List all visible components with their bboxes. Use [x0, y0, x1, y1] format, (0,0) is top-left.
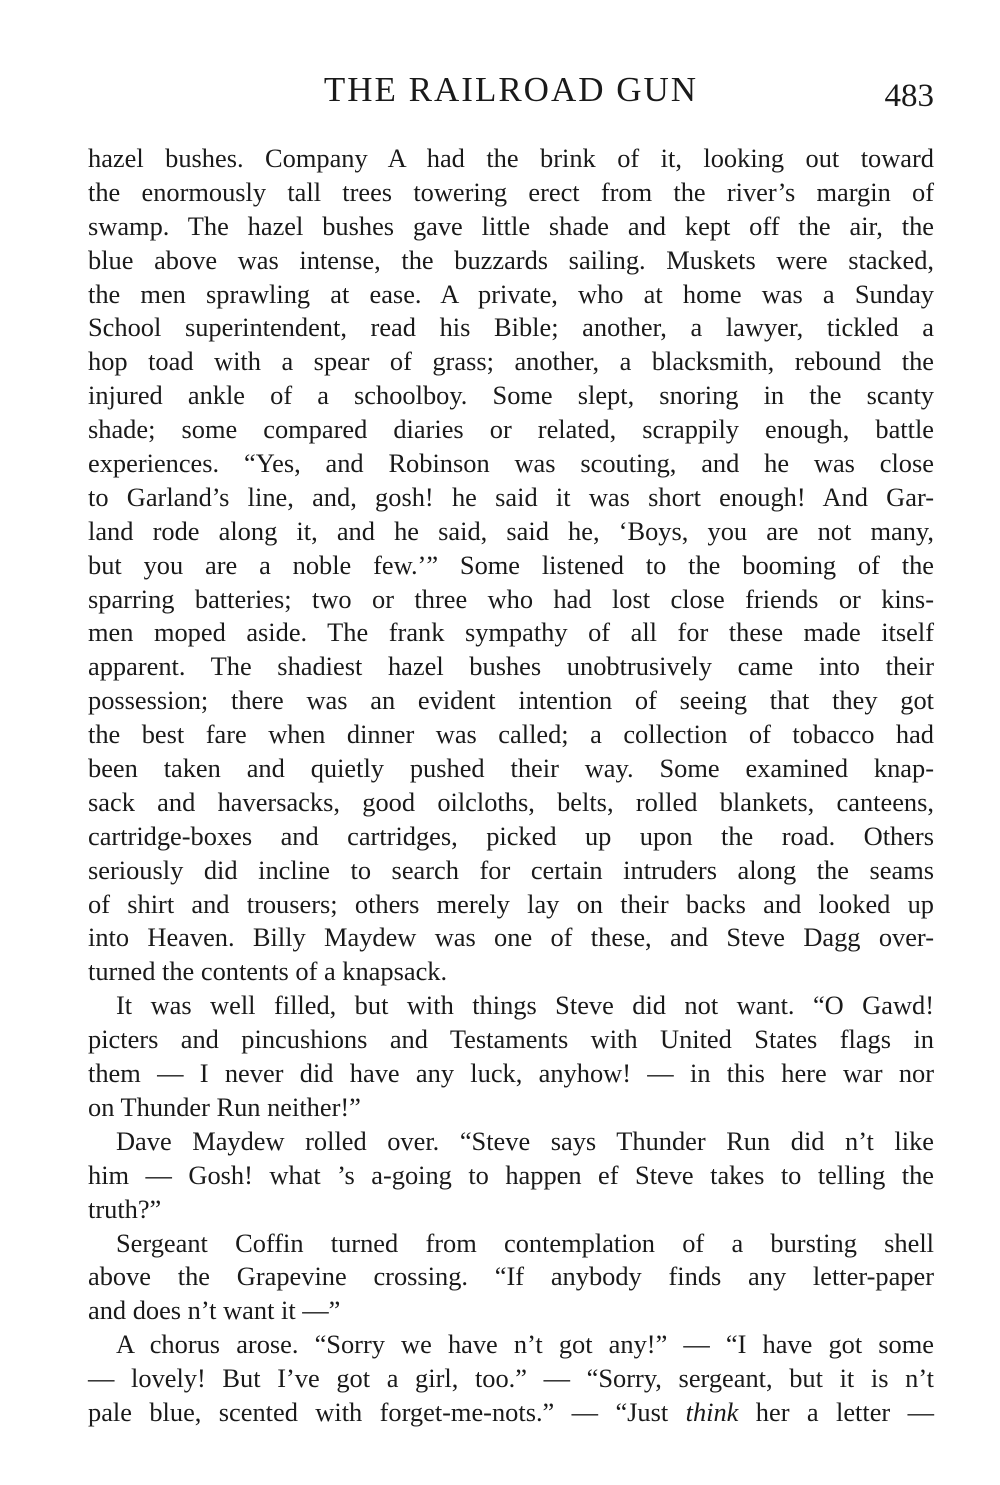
text-line: the enormously tall trees towering erect from the river’s margin of — [88, 176, 934, 207]
text-line: him — Gosh! what ’s a-going to happen ef Steve takes to telling the — [88, 1159, 934, 1190]
text-line: truth?” — [88, 1193, 162, 1224]
text-line: to Garland’s line, and, gosh! he said it was short enough! And Gar- — [88, 481, 934, 512]
paragraph — [88, 989, 934, 1125]
text-line: and does n’t want it —” — [88, 1295, 341, 1326]
text-line: swamp. The hazel bushes gave little shade and kept off the air, the — [88, 210, 934, 241]
running-title: THE RAILROAD GUN — [323, 70, 699, 109]
text-line: cartridge-boxes and cartridges, picked up upon the road. Others — [88, 820, 934, 851]
text-line: the men sprawling at ease. A private, who at home was a Sunday — [88, 278, 934, 309]
text-line: above the Grapevine crossing. “If anybody finds any letter-paper — [88, 1261, 934, 1292]
text-line: men moped aside. The frank sympathy of all for these made itself — [88, 617, 934, 648]
paragraph — [88, 1125, 934, 1227]
text-line: Sergeant Coffin turned from contemplation of a bursting shell — [116, 1227, 934, 1258]
text-line: hop toad with a spear of grass; another, a blacksmith, rebound the — [88, 346, 934, 377]
paragraph — [88, 1328, 934, 1430]
body-text — [88, 142, 934, 1430]
text-line: pale blue, scented with forget-me-nots.” — “Just think her a letter — — [88, 1396, 934, 1427]
running-head — [88, 70, 934, 120]
text-line: into Heaven. Billy Maydew was one of these, and Steve Dagg over- — [88, 922, 934, 953]
text-line: sack and haversacks, good oilcloths, belts, rolled blankets, canteens, — [88, 786, 934, 817]
text-line: seriously did incline to search for certain intruders along the seams — [88, 854, 934, 885]
text-line: the best fare when dinner was called; a collection of tobacco had — [88, 719, 934, 750]
text-line: injured ankle of a schoolboy. Some slept, snoring in the scanty — [88, 380, 934, 411]
text-line: of shirt and trousers; others merely lay on their backs and looked up — [88, 888, 934, 919]
text-line: experiences. “Yes, and Robinson was scouting, and he was close — [88, 448, 934, 479]
text-line: — lovely! But I’ve got a girl, too.” — “Sorry, sergeant, but it is n’t — [88, 1363, 934, 1394]
text-line: on Thunder Run neither!” — [88, 1091, 361, 1122]
text-line: picters and pincushions and Testaments with United States flags in — [88, 1024, 934, 1055]
text-line: Dave Maydew rolled over. “Steve says Thunder Run did n’t like — [116, 1125, 934, 1156]
text-line: sparring batteries; two or three who had lost close friends or kins- — [88, 583, 934, 614]
text-line: land rode along it, and he said, said he, ‘Boys, you are not many, — [88, 515, 934, 546]
paragraph — [88, 1227, 934, 1329]
text-line: A chorus arose. “Sorry we have n’t got any!” — “I have got some — [116, 1329, 934, 1360]
text-line: apparent. The shadiest hazel bushes unobtrusively came into their — [88, 651, 934, 682]
text-line: It was well filled, but with things Steve did not want. “O Gawd! — [116, 990, 934, 1021]
text-line: shade; some compared diaries or related, scrappily enough, battle — [88, 414, 934, 445]
text-line: hazel bushes. Company A had the brink of it, looking out toward — [88, 143, 934, 173]
text-line: possession; there was an evident intention of seeing that they got — [88, 685, 934, 716]
text-line: turned the contents of a knapsack. — [88, 956, 448, 987]
page-number: 483 — [884, 78, 934, 114]
text-line: School superintendent, read his Bible; another, a lawyer, tickled a — [88, 312, 934, 343]
text-line: them — I never did have any luck, anyhow! — in this here war nor — [88, 1058, 934, 1089]
paragraph — [88, 142, 934, 989]
text-line: blue above was intense, the buzzards sailing. Muskets were stacked, — [88, 244, 934, 275]
text-line: but you are a noble few.’” Some listened to the booming of the — [88, 549, 934, 580]
text-line: been taken and quietly pushed their way. Some examined knap- — [88, 753, 934, 784]
